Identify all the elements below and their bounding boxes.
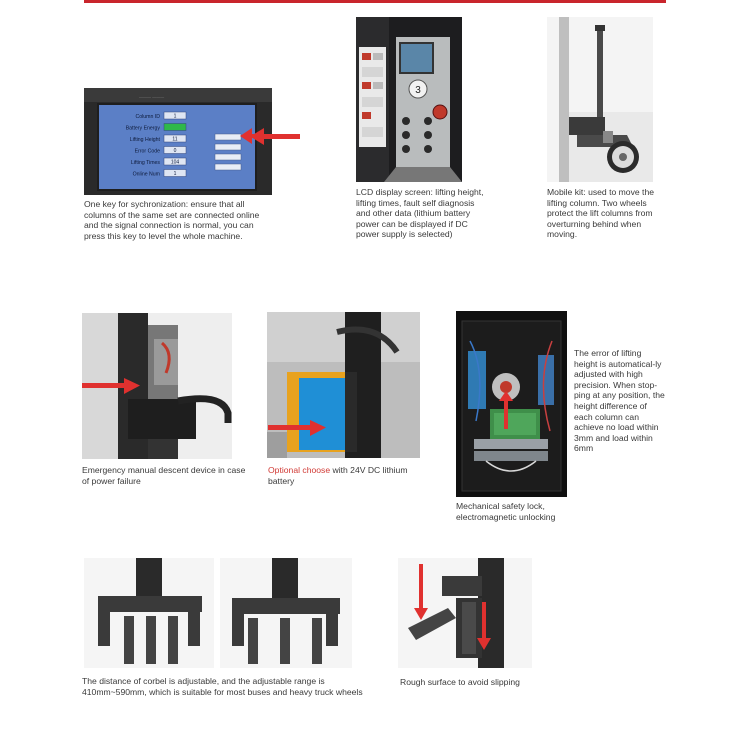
rough-surface-photo	[398, 558, 532, 668]
screen-button	[215, 134, 241, 140]
control-box-side-caption: The error of lifting height is automatical-ly adjusted with high precision. When stop-ping at any position, the height difference of each column can achieve no load within 3mm and load within 6mm	[574, 348, 665, 454]
red-arrow-icon	[82, 378, 140, 394]
screen-row-value: 1	[173, 113, 177, 120]
control-box-photo	[456, 311, 567, 497]
sync-screen-photo	[84, 88, 272, 195]
screen-row-label: Lifting Height	[129, 137, 160, 143]
screen-row-label: Error Code	[134, 148, 160, 155]
screen-row-label: Online Num	[132, 171, 160, 178]
mobile-kit-caption: Mobile kit: used to move the lifting column. Two wheels protect the lift columns from overturning behind when moving.	[547, 187, 654, 240]
screen-row-label: Battery Energy	[125, 125, 160, 132]
sync-caption: One key for sychronization: ensure that all columns of the same set are connected online and the signal connection is normal, you can press this key to level the whole machine.	[84, 199, 260, 241]
safety-lock-caption: Mechanical safety lock, electromagnetic unlocking	[456, 501, 556, 522]
red-arrow-icon	[268, 420, 326, 436]
rough-surface-caption: Rough surface to avoid slipping	[400, 677, 520, 687]
mobile-kit-photo	[547, 17, 653, 182]
corbel-caption: The distance of corbel is adjustable, and the adjustable range is 410mm~590mm, which is suitable for most buses and heavy truck wheels	[82, 676, 363, 697]
corbel-wide-photo	[220, 558, 352, 668]
screen-button	[215, 164, 241, 170]
battery-caption	[268, 465, 408, 486]
screen-button	[215, 154, 241, 160]
screen-row-value: 104	[170, 159, 180, 166]
screen-button	[215, 144, 241, 150]
emergency-caption: Emergency manual descent device in case of power failure	[82, 465, 246, 486]
lcd-control-photo	[356, 17, 462, 182]
corbel-narrow-photo	[84, 558, 214, 668]
screen-row-value: 0	[173, 148, 177, 154]
battery-caption-rest: with 24V DC lithium battery	[268, 465, 408, 486]
screen-header: ——— ———	[139, 94, 165, 99]
battery-caption-highlight: Optional choose	[268, 465, 331, 475]
screen-row-value: 11	[172, 136, 178, 143]
screen-row-label: Column ID	[135, 114, 160, 120]
red-arrow-icon	[250, 128, 300, 146]
screen-row-value: 1	[173, 171, 177, 177]
lcd-caption: LCD display screen: lifting height, lifting times, fault self diagnosis and other data (lithium battery power can be displayed if DC power supply is selected)	[356, 187, 484, 240]
screen-row-label: Lifting Times	[130, 160, 160, 166]
lcd-knob-label: 3	[415, 85, 421, 96]
top-accent-line	[84, 0, 666, 3]
battery-photo	[267, 312, 420, 458]
battery-level-bar	[164, 124, 186, 131]
